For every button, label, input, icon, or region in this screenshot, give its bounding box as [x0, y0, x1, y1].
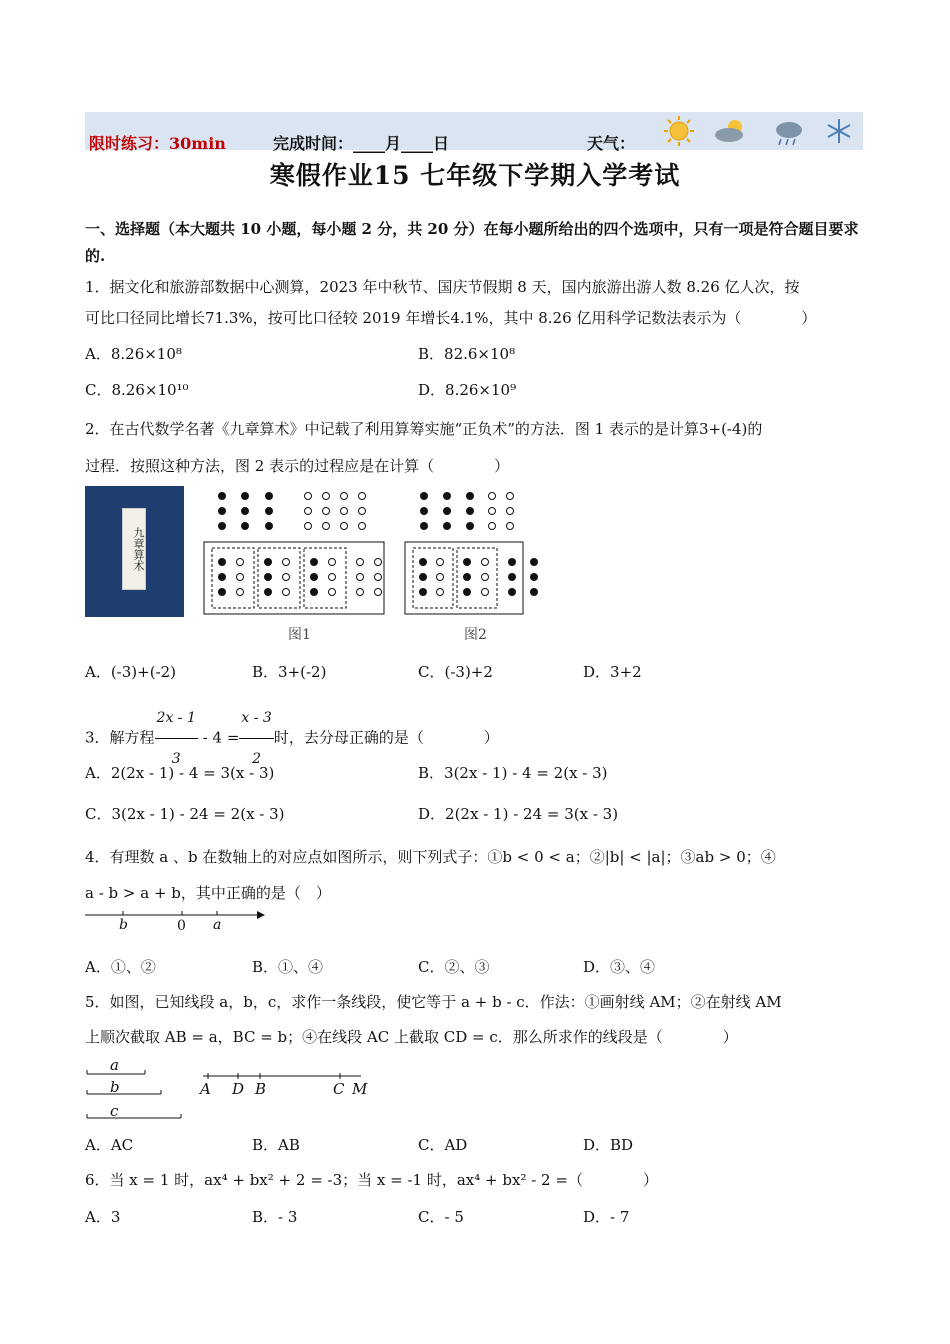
q6-line1: 6．当 x = 1 时，ax⁴ + bx² + 2 = -3；当 x = -1 时，ax⁴ + bx² - 2 =（ ）	[85, 1171, 658, 1189]
weather-label: 天气：	[587, 134, 636, 153]
q5-option-d: D．BD	[583, 1136, 634, 1154]
weather-icons	[663, 115, 863, 149]
q1-option-a: A．8.26×10⁸	[85, 345, 182, 363]
counting-rods-figures	[200, 486, 550, 616]
q5-line2: 上顺次截取 AB = a，BC = b；④在线段 AC 上截取 CD = c．那么所求作的线段是（ ）	[85, 1028, 738, 1046]
numberline-label-b: b	[119, 917, 128, 933]
q6-option-a: A．3	[85, 1208, 121, 1226]
point-b-label: B	[255, 1080, 267, 1098]
q1-line1: 1．据文化和旅游部数据中心测算，2023 年中秋节、国庆节假期 8 天，国内旅游出游人数 8.26 亿人次，按	[85, 278, 800, 296]
number-line	[85, 906, 265, 922]
q3-den1: 3	[171, 751, 181, 767]
q2-line2: 过程．按照这种方法，图 2 表示的过程应是在计算（ ）	[85, 457, 510, 475]
q2-line1: 2．在古代数学名著《九章算术》中记载了利用算筹实施“正负术”的方法．图 1 表示的是计算3+(-4)的	[85, 420, 763, 438]
point-m-label: M	[352, 1080, 368, 1098]
figure2-caption: 图2	[464, 627, 487, 643]
section-heading: 一、选择题（本大题共 10 小题，每小题 2 分，共 20 分）在每小题所给出的四个选项中，只有一项是符合题目要求的.	[85, 220, 859, 265]
book-title: 九章算术	[122, 508, 146, 590]
q1-option-c: C．8.26×10¹⁰	[85, 381, 189, 399]
completion-time: 完成时间：____月____日	[273, 134, 450, 153]
q3-option-b: B．3(2x - 1) - 4 = 2(x - 3)	[418, 764, 608, 782]
q4-option-a: A．①、②	[85, 958, 156, 976]
q4-option-d: D．③、④	[583, 958, 656, 976]
page-title: 寒假作业15 七年级下学期入学考试	[269, 161, 681, 190]
q1-option-d: D．8.26×10⁹	[418, 381, 517, 399]
q2-option-a: A．(-3)+(-2)	[85, 663, 177, 681]
q4-option-b: B．①、④	[252, 958, 324, 976]
q3-num1: 2x - 1	[155, 698, 198, 739]
q3-num2: x - 3	[239, 698, 273, 739]
segment-c-label: c	[110, 1102, 119, 1120]
q3-option-d: D．2(2x - 1) - 24 = 3(x - 3)	[418, 805, 619, 823]
q3-mid: - 4 =	[202, 728, 240, 747]
header-band	[85, 112, 863, 153]
segment-b-label: b	[110, 1078, 120, 1096]
q5-option-a: A．AC	[85, 1136, 134, 1154]
numberline-label-0: 0	[177, 918, 186, 934]
numberline-label-a: a	[213, 917, 222, 933]
q5-line1: 5．如图，已知线段 a，b，c，求作一条线段，使它等于 a + b - c．作法：①画射线 AM；②在射线 AM	[85, 993, 782, 1011]
q5-option-b: B．AB	[252, 1136, 300, 1154]
q4-line2: a - b > a + b，其中正确的是（ ）	[85, 884, 331, 902]
q2-option-d: D．3+2	[583, 663, 642, 681]
q2-option-b: B．3+(-2)	[252, 663, 327, 681]
figure1-caption: 图1	[288, 627, 311, 643]
q3-lead: 3．解方程	[85, 728, 155, 747]
arrow-icon	[257, 911, 265, 919]
q1-line2: 可比口径同比增长71.3%，按可比口径较 2019 年增长4.1%，其中 8.26 亿用科学记数法表示为（ ）	[85, 309, 817, 327]
q3-option-a: A．2(2x - 1) - 4 = 3(x - 3)	[85, 764, 275, 782]
q4-option-c: C．②、③	[418, 958, 490, 976]
point-a-label: A	[200, 1080, 211, 1098]
book-cover-image	[85, 486, 184, 617]
point-d-label: D	[232, 1080, 245, 1098]
cloudy-icon	[715, 120, 743, 142]
q6-option-c: C．- 5	[418, 1208, 464, 1226]
q1-option-b: B．82.6×10⁸	[418, 345, 516, 363]
q2-option-c: C．(-3)+2	[418, 663, 493, 681]
point-c-label: C	[333, 1080, 345, 1098]
sun-icon	[664, 116, 694, 146]
q3-tail: 时，去分母正确的是（ ）	[273, 728, 499, 747]
snow-icon	[828, 119, 850, 143]
q6-option-b: B．- 3	[252, 1208, 298, 1226]
q6-option-d: D．- 7	[583, 1208, 630, 1226]
rain-icon	[776, 122, 802, 145]
q4-line1: 4．有理数 a 、b 在数轴上的对应点如图所示，则下列式子：①b < 0 < a；②|b| < |a|；③ab > 0；④	[85, 848, 776, 866]
segment-a-label: a	[110, 1056, 119, 1074]
q3-option-c: C．3(2x - 1) - 24 = 2(x - 3)	[85, 805, 285, 823]
q3-den2: 2	[252, 751, 262, 767]
q5-option-c: C．AD	[418, 1136, 468, 1154]
time-limit: 限时练习：30min	[89, 134, 226, 153]
